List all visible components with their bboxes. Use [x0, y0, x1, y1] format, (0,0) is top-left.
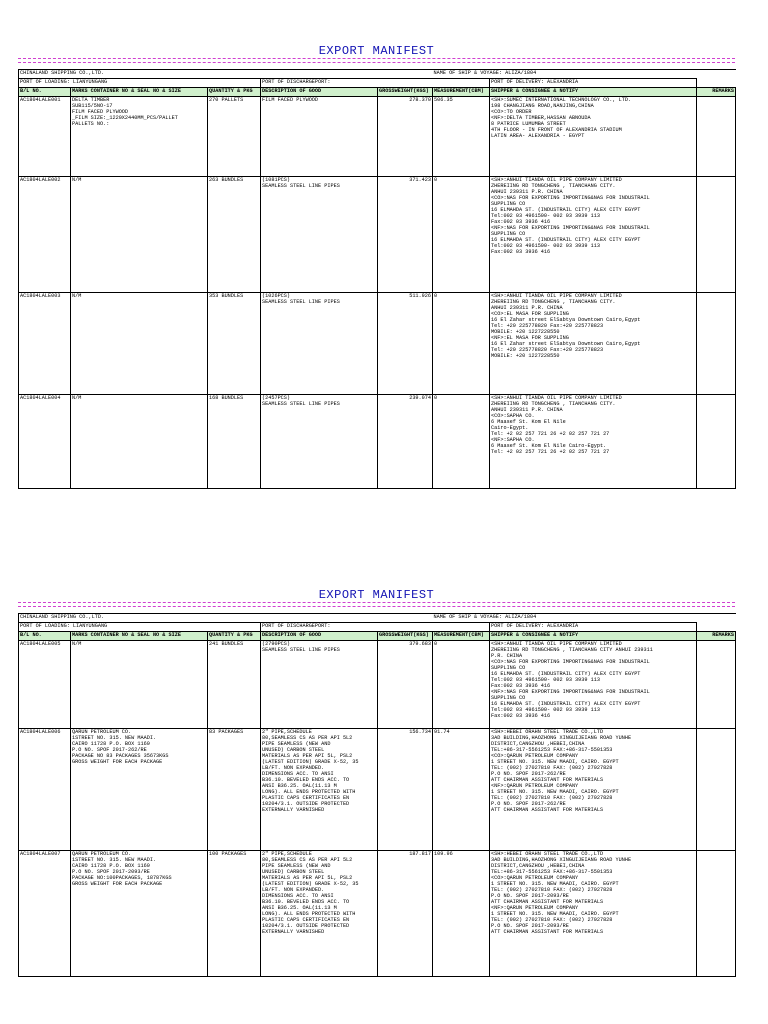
cell-line: QARUN PETROLEUM CO.	[72, 729, 132, 735]
page-title: EXPORT MANIFEST	[318, 588, 435, 602]
cell-line: (1081PCS)	[262, 177, 291, 183]
cell-line: PIPE SEAMLESS (NEW AND	[262, 741, 331, 747]
cell-line: CAIRO 11728 P.O. BOX 1160	[72, 863, 150, 869]
cell-line: P.O NO. SPOF 2017-2093/RE	[491, 893, 569, 899]
remarks-cell	[697, 97, 736, 177]
port-of-loading: PORT OF LOADING: LIANYUNGANG	[19, 623, 261, 632]
cell-line: ANHUI 239311 P.R. CHINA	[491, 407, 563, 413]
header-qty: QUANTITY & PKG	[208, 88, 261, 97]
table-header	[19, 632, 736, 641]
description-cell	[261, 395, 378, 489]
cell-line: <SH>:ANHUI TIANDA OIL PIPE COMPANY LIMITED	[491, 293, 622, 299]
gross-weight-cell: 156.734	[378, 729, 433, 851]
manifest-page-2	[18, 588, 735, 977]
cell-line: P.R. CHINA	[491, 653, 523, 659]
cell-line: Tel: +2 02 257 721 26 +2 02 257 721 27	[491, 449, 610, 455]
cell-line: <SH>:ANHUI TIANDA OIL PIPE COMPANY LIMITED	[491, 395, 622, 401]
header-shipper: SHIPPER & CONSIGNEE & NOTIFY	[490, 632, 697, 641]
cell-line: TEL:+86-317-5561253 FAX:+86-317-5501353	[491, 747, 613, 753]
cell-line: UNUSED) CARBON STEEL	[262, 869, 325, 875]
cell-line: <SH>:HEBEI ORAHN STEEL TRADE CO.,LTD	[491, 851, 604, 857]
cell-line: TEL: (002) 27027810 FAX: (002) 27027828	[491, 917, 613, 923]
ship-voyage: NAME OF SHIP & VOYAGE: ALIZA/1804	[433, 614, 736, 623]
cell-line: 1STREET NO. 315. NEW MAADI.	[72, 857, 157, 863]
header-shipper: SHIPPER & CONSIGNEE & NOTIFY	[490, 88, 697, 97]
cell-line: Tel: +20 225778820 Fax:+20 225778823	[491, 347, 604, 353]
cell-line: ANHUI 239311 P.R. CHINA	[491, 305, 563, 311]
quantity-cell: 263 BUNDLES	[208, 177, 261, 293]
description-cell	[261, 293, 378, 395]
cell-line: Tel: +20 225778820 Fax:+20 225778823	[491, 323, 604, 329]
shipper-cell	[490, 729, 697, 851]
port-of-delivery: PORT OF DELIVERY: ALEXANDRIA	[490, 79, 697, 88]
cell-line: ATT CHAIRMAN ASSISTANT FOR MATERIALS	[491, 929, 604, 935]
cell-line: DELTA TIMBER	[72, 97, 110, 103]
bl-number: AC1804LALE001	[19, 97, 71, 177]
description-cell	[261, 177, 378, 293]
cell-line: (2790PCS)	[262, 641, 291, 647]
cell-line: ZHEREIING RD TONGCHENG , TIANCHANG CITY.	[491, 299, 616, 305]
cell-line: SEAMLESS STEEL LINE PIPES	[262, 299, 340, 305]
cell-line: (LATEST EDITION) GRADE X-52, 35	[262, 759, 359, 765]
shipper-cell	[490, 641, 697, 729]
marks-cell	[71, 293, 208, 395]
cell-line: Fax:002 03 3936 416	[491, 249, 551, 255]
header-meas: MEASUREMENT(CBM)	[433, 632, 490, 641]
cell-line: SUPPLING CO	[491, 695, 526, 701]
cell-line: <CO>:EL MASA FOR SUPPLING	[491, 311, 569, 317]
cell-line: 2" PIPE,SCHEDULE	[262, 729, 312, 735]
shipper-cell	[490, 177, 697, 293]
cell-line: ATT CHAIRMAN ASSISTANT FOR MATERIALS	[491, 807, 604, 813]
cell-line: 16 El Zahar street ElSabtya Downtown Cairo,Egypt	[491, 341, 641, 347]
cell-line: <CO>:QARUN PETROLEUM COMPANY	[491, 753, 579, 759]
quantity-cell: 83 PACKAGES	[208, 729, 261, 851]
remarks-cell	[697, 729, 736, 851]
header-marks: MARKS CONTAINER NO & SEAL NO & SIZE	[71, 632, 208, 641]
cell-line: P.O NO. SPOF 2017-262/RE	[491, 771, 566, 777]
cell-line: DISTRICT,CANGZHOU ,HEBEI,CHINA	[491, 741, 585, 747]
shipper-cell	[490, 293, 697, 395]
cell-line: DIMENSIONS ACC. TO ANSI	[262, 771, 334, 777]
bl-number: AC1804LALE003	[19, 293, 71, 395]
cell-line: 1 STREET NO. 315. NEW MAADI, CAIRO. EGYPT	[491, 789, 619, 795]
cell-line: SUPPLING CO	[491, 231, 526, 237]
cell-line: ZHEREIING RD TONGCHENG , TIANCHANG CITY.	[491, 401, 616, 407]
remarks-cell	[697, 293, 736, 395]
remarks-cell	[697, 641, 736, 729]
cell-line: MOBILE: +20 1227228550	[491, 329, 560, 335]
cell-line: PIPE SEAMLESS (NEW AND	[262, 863, 331, 869]
cell-line: 16 ELMAHDA ST. (INDUSTRAIL CITY) ALEX CITY EGYPT	[491, 237, 641, 243]
cell-line: <SH>:SUMEC INTERNATIONAL TECHNOLOGY CO., LTD.	[491, 97, 632, 103]
bl-number: AC1804LALE007	[19, 851, 71, 977]
cell-line: CAIRO 11728 P.O. BOX 1160	[72, 741, 150, 747]
remarks-cell	[697, 851, 736, 977]
cell-line: _FILM SIZE:_1220X2440MM_PCS/PALLET	[72, 115, 178, 121]
cell-line: FILM FACED PLYWOOD	[262, 97, 319, 103]
cell-line: 80,SEAMLESS CS AS PER API 5L2	[262, 857, 353, 863]
cell-line: <NF>:SAPHA CO.	[491, 437, 535, 443]
header-remarks: REMARKS	[697, 88, 736, 97]
cell-line: <NF>:NAS FOR EXPORTING IMPORTING&NAS FOR INDUSTRAIL	[491, 225, 650, 231]
manifest-table	[18, 69, 736, 489]
cell-line: DIMENSIONS ACC. TO ANSI	[262, 893, 334, 899]
page-title: EXPORT MANIFEST	[318, 44, 435, 58]
table-row	[19, 395, 736, 489]
port-of-delivery: PORT OF DELIVERY: ALEXANDRIA	[490, 623, 697, 632]
quantity-cell: 353 BUNDLES	[208, 293, 261, 395]
cell-line: MOBILE: +20 1227228550	[491, 353, 560, 359]
cell-line: <NF>:QARUN PETROLEUM COMPANY	[491, 783, 579, 789]
cell-line: MATERIALS AS PER API 5L, PSL2	[262, 875, 353, 881]
cell-line: TEL:+86-317-5561253 FAX:+86-317-5501353	[491, 869, 613, 875]
quantity-cell: 241 BUNDLES	[208, 641, 261, 729]
bl-number: AC1804LALE002	[19, 177, 71, 293]
cell-line: 3AD BUILDING,HAOZHONG XINGUIJEIANG ROAD YUNHE	[491, 735, 632, 741]
cell-line: LATIN AREA- ALEXANDRIA - EGYPT	[491, 133, 585, 139]
header-gross: GROSSWEIGHT(KGS)	[378, 88, 433, 97]
measurement-cell: 506.35	[433, 97, 490, 177]
header-bl: B/L NO.	[19, 88, 71, 97]
cell-line: LB/FT. NON EXPANDED.	[262, 765, 325, 771]
cell-line: 16 El Zahar street ElSabtya Downtown Cairo,Egypt	[491, 317, 641, 323]
header-desc: DESCRIPTION OF GOOD	[261, 632, 378, 641]
cell-line: GROSS WEIGHT FOR EACH PACKAGE	[72, 881, 163, 887]
cell-line: LONG). ALL ENDS PROTECTED WITH	[262, 789, 356, 795]
table-header	[19, 88, 736, 97]
port-of-loading: PORT OF LOADING: LIANYUNGANG	[19, 79, 261, 88]
cell-line: N/M	[72, 641, 82, 647]
header-desc: DESCRIPTION OF GOOD	[261, 88, 378, 97]
table-row	[19, 641, 736, 729]
cell-line: Tel:002 03 4961500- 002 03 3939 113	[491, 677, 600, 683]
cell-line: <SH>:ANHUI TIANDA OIL PIPE COMPANY LIMITED	[491, 641, 622, 647]
ship-voyage: NAME OF SHIP & VOYAGE: ALIZA/1804	[433, 70, 736, 79]
cell-line: DISTRICT,CANGZHOU ,HEBEI,CHINA	[491, 863, 585, 869]
cell-line: <SH>:ANHUI TIANDA OIL PIPE COMPANY LIMITED	[491, 177, 622, 183]
measurement-cell: 0	[433, 641, 490, 729]
marks-cell	[71, 851, 208, 977]
gross-weight-cell: 379.683	[378, 641, 433, 729]
measurement-cell: 0	[433, 177, 490, 293]
divider	[18, 602, 735, 603]
cell-line: 16 ELMAHDA ST. (INDUSTRAIL CITY) ALEX CITY EGYPT	[491, 701, 641, 707]
header-gross: GROSSWEIGHT(KGS)	[378, 632, 433, 641]
measurement-cell: 91.74	[433, 729, 490, 851]
quantity-cell: 100 PACKAGES	[208, 851, 261, 977]
marks-cell	[71, 97, 208, 177]
divider	[18, 62, 735, 63]
quantity-cell: 270 PALLETS	[208, 97, 261, 177]
marks-cell	[71, 729, 208, 851]
cell-line: Fax:002 03 3936 416	[491, 219, 551, 225]
cell-line: <CO>:TO ORDER	[491, 109, 532, 115]
cell-line: <NF>:DELTA TIMBER,HASSAN ABNOUDA	[491, 115, 591, 121]
shipper-cell	[490, 97, 697, 177]
cell-line: 80,SEAMLESS CS AS PER API 5L2	[262, 735, 353, 741]
remarks-cell	[697, 177, 736, 293]
table-row	[19, 851, 736, 977]
cell-line: MATERIALS AS PER API 5L, PSL2	[262, 753, 353, 759]
cell-line: PLASTIC CAPS CERTIFICATES EN	[262, 795, 350, 801]
cell-line: 16 ELMAHDA ST. (INDUSTRAIL CITY) ALEX CITY EGYPT	[491, 671, 641, 677]
table-row	[19, 293, 736, 395]
divider	[18, 606, 735, 607]
cell-line: 1 STREET NO. 315. NEW MAADI, CAIRO. EGYPT	[491, 759, 619, 765]
cell-line: PALLETS NO.:	[72, 121, 110, 127]
marks-cell	[71, 641, 208, 729]
description-cell	[261, 97, 378, 177]
cell-line: ZHEREIING RD TONGCHENG , TIANCHANG CITY.	[491, 183, 616, 189]
cell-line: P.O NO. SPOF 2017-262/RE	[72, 747, 147, 753]
table-row	[19, 177, 736, 293]
cell-line: P.O NO. SPOF 2017-2093/RE	[72, 869, 150, 875]
cell-line: 16 ELMAHDA ST. (INDUSTRAIL CITY) ALEX CITY EGYPT	[491, 207, 641, 213]
cell-line: 10204/3.1. OUTSIDE PROTECTED	[262, 923, 350, 929]
cell-line: <NF>:NAS FOR EXPORTING IMPORTING&NAS FOR INDUSTRAIL	[491, 689, 650, 695]
cell-line: 8 PATRICE LUMUMBA STREET	[491, 121, 566, 127]
cell-line: TEL: (002) 27027810 FAX: (002) 27027828	[491, 795, 613, 801]
cell-line: N/M	[72, 177, 82, 183]
cell-line: ZHEREIING RD TONGCHENG , TIANCHANG CITY ANHUI 239311	[491, 647, 653, 653]
header-meas: MEASUREMENT(CBM)	[433, 88, 490, 97]
cell-line: Tel:002 03 4961500- 002 03 3939 113	[491, 243, 600, 249]
description-cell	[261, 851, 378, 977]
cell-line: Fax:002 03 3936 416	[491, 683, 551, 689]
header-marks: MARKS CONTAINER NO & SEAL NO & SIZE	[71, 88, 208, 97]
table-row	[19, 729, 736, 851]
cell-line: <CO>:NAS FOR EXPORTING IMPORTING&NAS FOR INDUSTRAIL	[491, 659, 650, 665]
cell-line: 198 CHANGJIANG ROAD,NANJING,CHINA	[491, 103, 594, 109]
shipper-cell	[490, 395, 697, 489]
cell-line: ATT CHAIRMAN ASSISTANT FOR MATERIALS	[491, 899, 604, 905]
cell-line: <NF>:QARUN PETROLEUM COMPANY	[491, 905, 579, 911]
cell-line: PACKAGE NO 83 PACKAGES 35673KGS	[72, 753, 169, 759]
cell-line: 2" PIPE,SCHEDULE	[262, 851, 312, 857]
gross-weight-cell: 187.817	[378, 851, 433, 977]
cell-line: SUPPLING CO	[491, 201, 526, 207]
divider	[18, 58, 735, 59]
cell-line: <CO>:QARUN PETROLEUM COMPANY	[491, 875, 579, 881]
shipper-cell	[490, 851, 697, 977]
cell-line: GROSS WEIGHT FOR EACH PACKAGE	[72, 759, 163, 765]
cell-line: 3AD BUILDING,HAOZHONG XINGUIJEIANG ROAD YUNHE	[491, 857, 632, 863]
cell-line: ANSI B36.25. OAL(11.13 M	[262, 783, 337, 789]
bl-number: AC1804LALE004	[19, 395, 71, 489]
measurement-cell: 0	[433, 395, 490, 489]
marks-cell	[71, 177, 208, 293]
cell-line: 6 Maasef St. Kom El Nile Cairo-Egypt.	[491, 443, 607, 449]
cell-line: P.O NO. SPOF 2017-262/RE	[491, 801, 566, 807]
cell-line: TEL: (002) 27027810 FAX: (002) 27027828	[491, 765, 613, 771]
company-name: CHINALAND SHIPPING CO.,LTD.	[19, 614, 433, 623]
description-cell	[261, 641, 378, 729]
remarks-cell	[697, 395, 736, 489]
cell-line: 1STREET NO. 315. NEW MAADI.	[72, 735, 157, 741]
table-row	[19, 97, 736, 177]
cell-line: UNUSED) CARBON STEEL	[262, 747, 325, 753]
cell-line: 1 STREET NO. 315. NEW MAADI, CAIRO. EGYPT	[491, 911, 619, 917]
manifest-table	[18, 613, 736, 977]
cell-line: Tel:002 03 4961500- 002 03 3939 113	[491, 213, 600, 219]
cell-line: SEAMLESS STEEL LINE PIPES	[262, 647, 340, 653]
port-of-discharge: PORT OF DISCHARGEPORT:	[261, 623, 490, 632]
gross-weight-cell: 278.370	[378, 97, 433, 177]
cell-line: LONG). ALL ENDS PROTECTED WITH	[262, 911, 356, 917]
cell-line: 6 Maasef St. Kom El Nile	[491, 419, 566, 425]
cell-line: N/M	[72, 395, 82, 401]
cell-line: Tel:002 03 4961500- 002 03 3939 113	[491, 707, 600, 713]
cell-line: SUPPLING CO	[491, 665, 526, 671]
cell-line: PACKAGE NO:100PACKAGES, 18787KGS	[72, 875, 172, 881]
cell-line: <CO>:SAPHA CO.	[491, 413, 535, 419]
gross-weight-cell: 511.926	[378, 293, 433, 395]
cell-line: 10204/3.1. OUTSIDE PROTECTED	[262, 801, 350, 807]
cell-line: SEAMLESS STEEL LINE PIPES	[262, 401, 340, 407]
header-remarks: REMARKS	[697, 632, 736, 641]
cell-line: FILM FACED PLYWOOD	[72, 109, 129, 115]
measurement-cell: 0	[433, 293, 490, 395]
cell-line: (1026PCS)	[262, 293, 291, 299]
cell-line: Fax:002 03 3936 416	[491, 713, 551, 719]
cell-line: <CO>:NAS FOR EXPORTING IMPORTING&NAS FOR INDUSTRAIL	[491, 195, 650, 201]
cell-line: TEL: (002) 27027810 FAX: (002) 27027828	[491, 887, 613, 893]
cell-line: (LATEST EDITION) GRADE X-52, 35	[262, 881, 359, 887]
cell-line: SUB115/5NO-17	[72, 103, 113, 109]
measurement-cell: 109.96	[433, 851, 490, 977]
gross-weight-cell: 371.423	[378, 177, 433, 293]
cell-line: N/M	[72, 293, 82, 299]
quantity-cell: 168 BUNDLES	[208, 395, 261, 489]
header-bl: B/L NO.	[19, 632, 71, 641]
cell-line: SEAMLESS STEEL LINE PIPES	[262, 183, 340, 189]
description-cell	[261, 729, 378, 851]
cell-line: Tel: +2 02 257 721 26 +2 02 257 721 27	[491, 431, 610, 437]
cell-line: 4TH FLOOR - IN FRONT OF ALEXANDRIA STADIUM	[491, 127, 622, 133]
cell-line: <NF>:EL MASA FOR SUPPLING	[491, 335, 569, 341]
cell-line: EXTERNALLY VARNISHED	[262, 807, 325, 813]
cell-line: QARUN PETROLEUM CO.	[72, 851, 132, 857]
cell-line: B36.10. BEVELED ENDS ACC. TO	[262, 899, 350, 905]
gross-weight-cell: 239.074	[378, 395, 433, 489]
marks-cell	[71, 395, 208, 489]
cell-line: (2457PCS)	[262, 395, 291, 401]
cell-line: ANHUI 239311 P.R. CHINA	[491, 189, 563, 195]
cell-line: P.O NO. SPOF 2017-2093/RE	[491, 923, 569, 929]
cell-line: B36.10. BEVELED ENDS ACC. TO	[262, 777, 350, 783]
cell-line: Cairo-Egypt.	[491, 425, 529, 431]
cell-line: 1 STREET NO. 315. NEW MAADI, CAIRO. EGYPT	[491, 881, 619, 887]
manifest-page-1	[18, 44, 735, 489]
bl-number: AC1804LALE005	[19, 641, 71, 729]
cell-line: ATT CHAIRMAN ASSISTANT FOR MATERIALS	[491, 777, 604, 783]
bl-number: AC1804LALE006	[19, 729, 71, 851]
port-of-discharge: PORT OF DISCHARGEPORT:	[261, 79, 490, 88]
cell-line: ANSI B36.25. OAL(11.13 M	[262, 905, 337, 911]
company-name: CHINALAND SHIPPING CO.,LTD.	[19, 70, 433, 79]
cell-line: EXTERNALLY VARNISHED	[262, 929, 325, 935]
cell-line: <SH>:HEBEI ORAHN STEEL TRADE CO.,LTD	[491, 729, 604, 735]
cell-line: PLASTIC CAPS CERTIFICATES EN	[262, 917, 350, 923]
cell-line: LB/FT. NON EXPANDED.	[262, 887, 325, 893]
header-qty: QUANTITY & PKG	[208, 632, 261, 641]
